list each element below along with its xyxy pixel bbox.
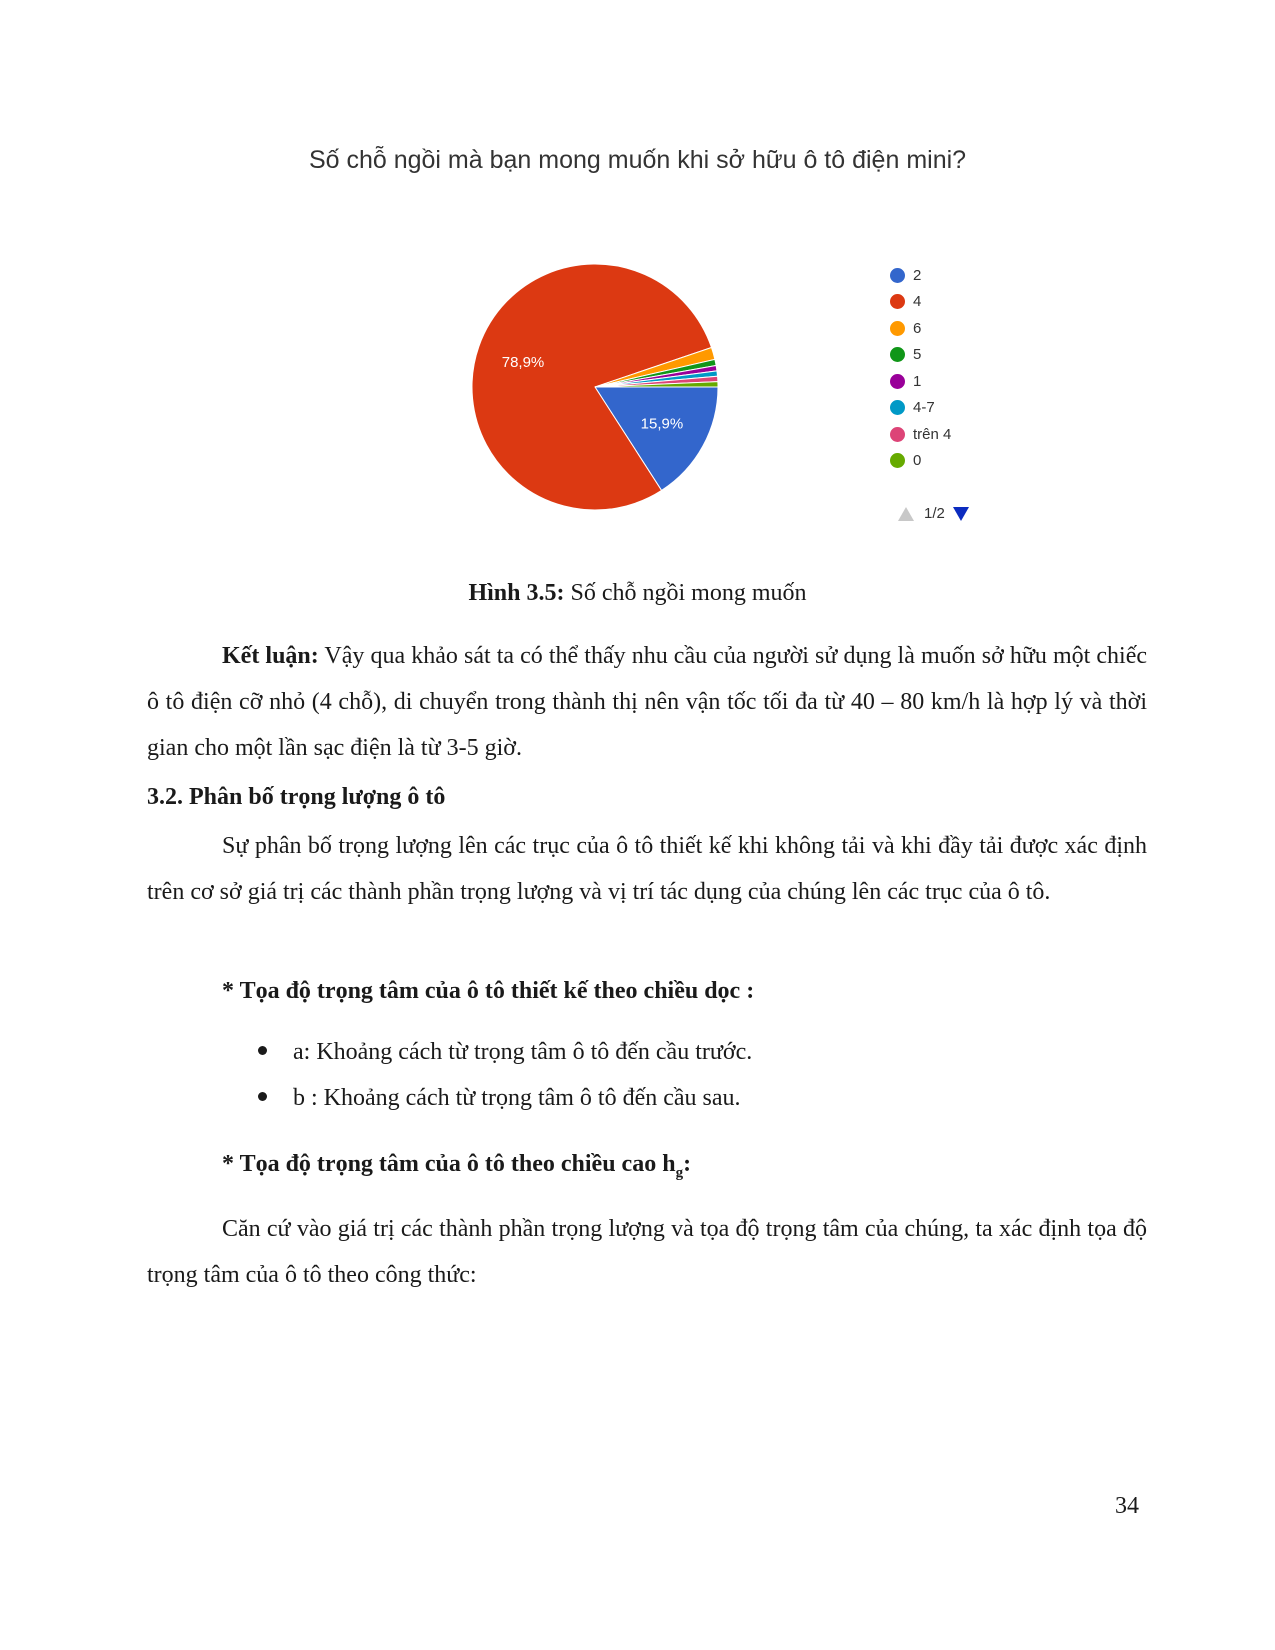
height-heading (222, 1151, 691, 1182)
legend-item[interactable] (890, 395, 951, 422)
longitudinal-heading: * Tọa độ trọng tâm của ô tô thiết kế theo chiều dọc : (222, 978, 755, 1004)
list-item (258, 1085, 741, 1112)
slice-data-label: 15,9% (640, 415, 684, 433)
legend-label: 4 (913, 293, 922, 311)
conclusion-label: Kết luận: (222, 643, 319, 669)
legend-item[interactable] (890, 342, 951, 369)
section-heading: 3.2. Phân bố trọng lượng ô tô (147, 784, 446, 810)
bullet-icon (258, 1046, 267, 1055)
legend-swatch (890, 374, 905, 389)
intro-paragraph: Sự phân bố trọng lượng lên các trục của ô tô thiết kế khi không tải và khi đầy tải được xác định trên cơ sở giá trị các thành phần trọng lượng và vị trí tác dụng của chúng lên các trục của ô tô. (147, 833, 1147, 905)
chart-title: Số chỗ ngồi mà bạn mong muốn khi sở hữu ô tô điện mini? (308, 146, 967, 174)
legend-swatch (890, 268, 905, 283)
list-item-text: b : Khoảng cách từ trọng tâm ô tô đến cầu sau. (293, 1085, 741, 1111)
pie-chart (470, 262, 720, 512)
bullet-icon (258, 1092, 267, 1101)
legend-pager (898, 505, 969, 522)
legend-label: 4-7 (913, 399, 935, 417)
caption-label: Hình 3.5: (468, 580, 565, 606)
legend-item[interactable] (890, 315, 951, 342)
legend-label: trên 4 (913, 425, 952, 443)
legend-swatch (890, 347, 905, 362)
legend-page-indicator: 1/2 (924, 505, 945, 522)
previous-page-icon[interactable] (898, 507, 914, 521)
slice-data-label: 78,9% (501, 353, 545, 371)
legend-swatch (890, 427, 905, 442)
figure-caption (0, 580, 1275, 607)
legend-item[interactable] (890, 289, 951, 316)
next-page-icon[interactable] (953, 507, 969, 521)
list-item (258, 1039, 752, 1066)
legend-label: 1 (913, 372, 922, 390)
legend-item[interactable] (890, 448, 951, 475)
page-number: 34 (1115, 1493, 1139, 1519)
legend-label: 2 (913, 266, 922, 284)
legend-label: 5 (913, 346, 922, 364)
legend-swatch (890, 400, 905, 415)
chart-legend (890, 262, 951, 474)
legend-swatch (890, 321, 905, 336)
legend-item[interactable] (890, 262, 951, 289)
list-item-text: a: Khoảng cách từ trọng tâm ô tô đến cầu trước. (293, 1039, 753, 1065)
caption-text: Số chỗ ngồi mong muốn (564, 580, 807, 606)
legend-label: 6 (913, 319, 922, 337)
height-heading-tail: : (683, 1151, 692, 1177)
legend-item[interactable] (890, 368, 951, 395)
legend-swatch (890, 294, 905, 309)
legend-item[interactable] (890, 421, 951, 448)
conclusion-paragraph (147, 633, 1147, 771)
legend-swatch (890, 453, 905, 468)
closing-paragraph: Căn cứ vào giá trị các thành phần trọng lượng và tọa độ trọng tâm của chúng, ta xác định tọa độ trọng tâm của ô tô theo công thức: (147, 1216, 1147, 1288)
height-heading-subscript: g (675, 1164, 684, 1181)
conclusion-text: Vậy qua khảo sát ta có thể thấy nhu cầu của người sử dụng là muốn sở hữu một chiếc ô tô điện cỡ nhỏ (4 chỗ), di chuyển trong thành thị nên vận tốc tối đa từ 40 – 80 km/h là hợp lý và thời gian cho một lần sạc điện là từ 3-5 giờ. (147, 643, 1147, 761)
height-heading-text: * Tọa độ trọng tâm của ô tô theo chiều cao h (222, 1151, 676, 1177)
legend-label: 0 (913, 452, 922, 470)
